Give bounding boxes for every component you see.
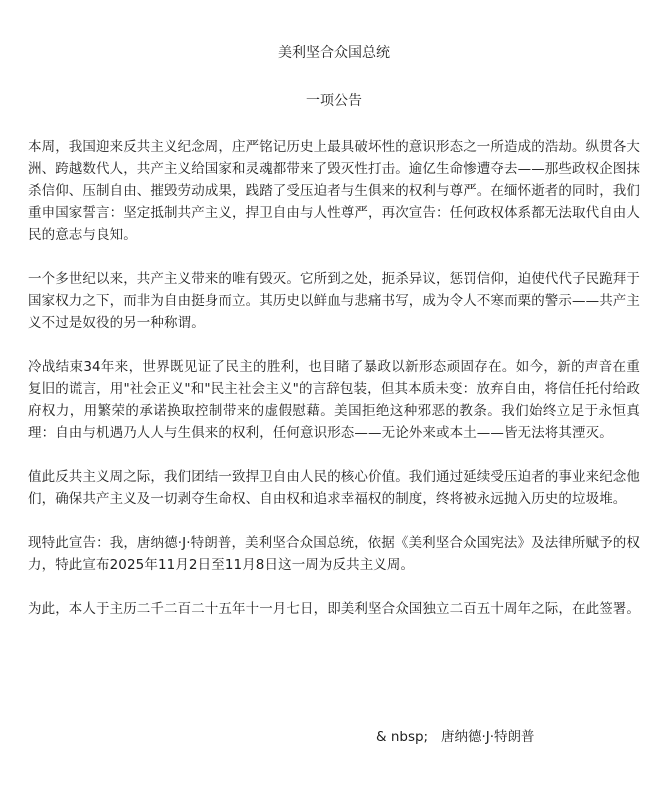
document-title: 一项公告 — [306, 93, 362, 109]
paragraph-2: 一个多世纪以来，共产主义带来的唯有毁灭。它所到之处，扼杀异议，惩罚信仰，迫使代代子民跪拜于国家权力之下，而非为自由挺身而立。其历史以鲜血与悲痛书写，成为令人不寒而栗的警示——共产主义不过是奴役的另一种称谓。 — [28, 271, 640, 331]
paragraph-5: 现特此宣告：我，唐纳德·J·特朗普，美利坚合众国总统，依据《美利坚合众国宪法》及法律所赋予的权力，特此宣布2025年11月2日至11月8日这一周为反共主义周。 — [28, 535, 640, 573]
signature-line: & nbsp; 唐纳德·J·特朗普 — [376, 729, 535, 745]
proclamation-document — [28, 40, 640, 620]
paragraph-6: 为此，本人于主历二千二百二十五年十一月七日，即美利坚合众国独立二百五十周年之际，在此签署。 — [28, 601, 640, 617]
issuer-heading: 美利坚合众国总统 — [278, 45, 390, 61]
paragraph-3: 冷战结束34年来，世界既见证了民主的胜利，也目睹了暴政以新形态顽固存在。如今，新的声音在重复旧的谎言，用"社会正义"和"民主社会主义"的言辞包装，但其本质未变：放弃自由，将信任托付给政府权力，用繁荣的承诺换取控制带来的虚假慰藉。美国拒绝这种邪恶的教条。我们始终立足于永恒真理：自由与机遇乃人人与生俱来的权利，任何意识形态——无论外来或本土——皆无法将其湮灭。 — [28, 359, 640, 441]
paragraph-1: 本周，我国迎来反共主义纪念周，庄严铭记历史上最具破坏性的意识形态之一所造成的浩劫。纵贯各大洲、跨越数代人，共产主义给国家和灵魂都带来了毁灭性打击。逾亿生命惨遭夺去——那些政权企图抹杀信仰、压制自由、摧毁劳动成果，践踏了受压迫者与生俱来的权利与尊严。在缅怀逝者的同时，我们重申国家誓言：坚定抵制共产主义，捍卫自由与人性尊严，再次宣告：任何政权体系都无法取代自由人民的意志与良知。 — [28, 139, 640, 243]
paragraph-4: 值此反共主义周之际，我们团结一致捍卫自由人民的核心价值。我们通过延续受压迫者的事业来纪念他们，确保共产主义及一切剥夺生命权、自由权和追求幸福权的制度，终将被永远抛入历史的垃圾堆。 — [28, 469, 640, 507]
